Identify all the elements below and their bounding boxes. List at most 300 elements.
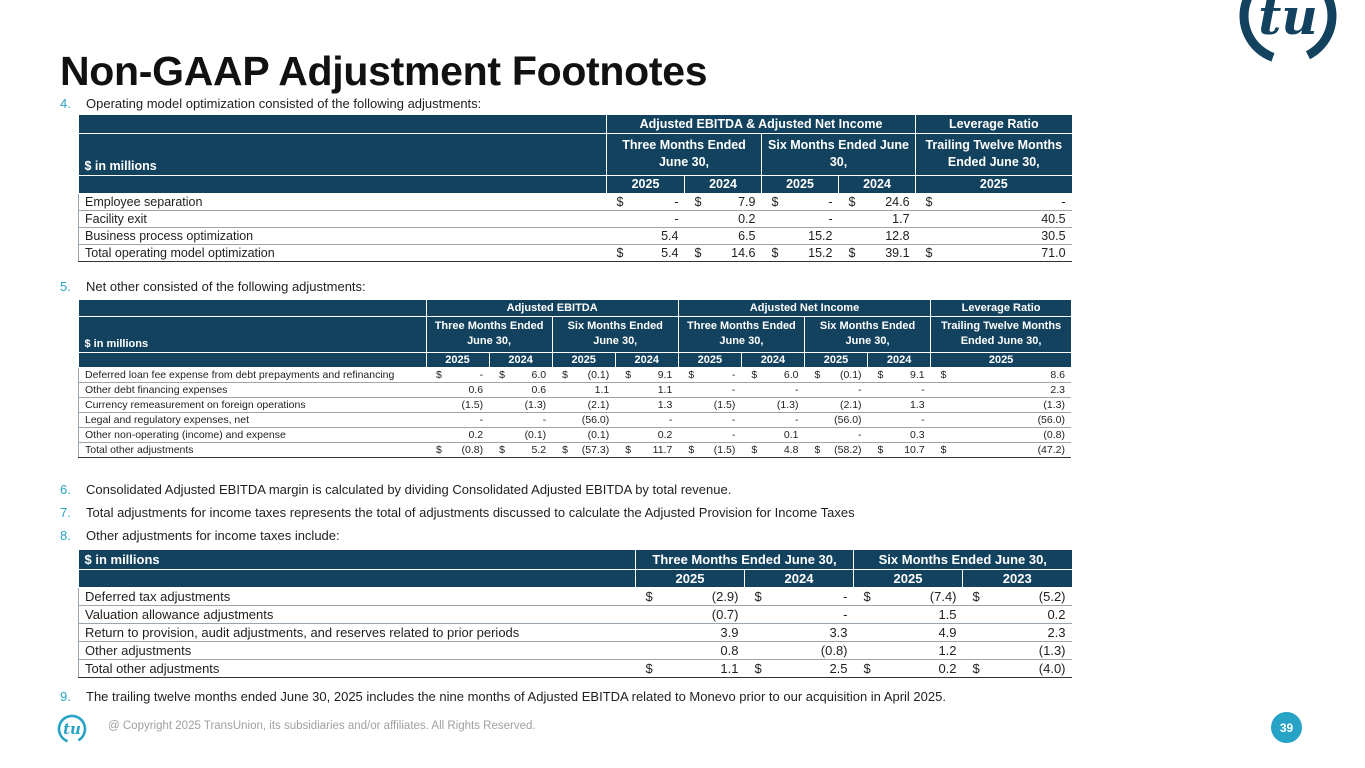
value: (1.3) [776,398,799,411]
currency-symbol [432,414,436,426]
value: (0.1) [839,368,862,381]
currency-symbol [922,212,926,226]
value: (2.1) [839,398,862,411]
currency-symbol: $ [562,443,568,456]
value: 5.4 [661,228,679,243]
value-cell [426,412,489,427]
table-row [79,367,1072,382]
value: 2.3 [1047,624,1066,640]
currency-symbol: $ [972,588,980,604]
value-cell [685,227,762,244]
group-header: Adjusted Net Income [678,300,930,316]
currency-symbol: $ [814,368,821,381]
currency-symbol [684,399,688,411]
value: 5.2 [531,443,547,456]
value-wrapper [621,414,672,426]
row-label: Total operating model optimization [79,244,607,261]
value: - [731,413,736,426]
value-wrapper [684,384,735,396]
value-cell [607,244,685,261]
row-label: Deferred loan fee expense from debt prepayments and refinancing [79,367,427,382]
value-wrapper [768,195,833,209]
value: 0.2 [738,211,756,226]
value-cell [931,427,1071,442]
value-wrapper [874,384,925,396]
value: - [479,368,484,381]
value-cell [489,427,552,442]
currency-symbol [768,229,772,243]
currency-symbol: $ [436,443,442,456]
value-wrapper [432,369,483,381]
value-wrapper [621,384,672,396]
value-cell [741,442,804,457]
footnote-number: 4. [60,96,71,111]
table-row [79,193,1072,210]
value-wrapper [432,384,483,396]
value-cell [804,367,867,382]
value-wrapper [922,212,1066,226]
row-label: Legal and regulatory expenses, net [79,412,427,427]
value-cell [839,210,916,227]
value: 2.3 [1050,383,1065,396]
table-row [79,659,1072,677]
value-cell [931,367,1071,382]
currency-symbol [558,429,562,441]
currency-symbol [810,429,814,441]
value-cell [762,227,839,244]
currency-symbol [684,429,688,441]
currency-symbol [642,625,646,640]
value-wrapper [747,414,798,426]
row-label: Deferred tax adjustments [79,587,636,605]
currency-symbol [845,229,849,243]
value-wrapper [751,661,848,676]
value-wrapper [495,399,546,411]
value-wrapper [621,399,672,411]
year-header: 2025 [916,175,1072,193]
currency-symbol [613,229,617,243]
value-cell [804,442,867,457]
value-cell [745,587,854,605]
value: (2.1) [587,398,610,411]
currency-symbol: $ [694,194,702,209]
value: 0.6 [468,383,484,396]
value: (0.7) [711,606,739,622]
footnote-5 [60,279,366,294]
value-wrapper [558,399,609,411]
currency-symbol [937,414,941,426]
value: (0.1) [587,428,610,441]
table-row [79,210,1072,227]
copyright-footer: @ Copyright 2025 TransUnion, its subsidiaries and/or affiliates. All Rights Reserved. [108,720,536,732]
group-header: Adjusted EBITDA [426,300,678,316]
units-label: $ in millions [79,550,636,569]
value-cell [854,659,963,677]
currency-symbol: $ [645,660,653,676]
value-cell [607,227,685,244]
year-header: 2024 [489,352,552,367]
table-row [79,244,1072,261]
value: (56.0) [581,413,610,426]
currency-symbol [684,384,688,396]
value-wrapper [684,369,735,381]
value-wrapper [621,429,672,441]
value-wrapper [558,429,609,441]
value-cell [916,210,1072,227]
value-cell [426,382,489,397]
year-header: 2023 [963,569,1072,587]
year-header: 2025 [762,175,839,193]
value-cell [963,659,1072,677]
value-cell [931,442,1071,457]
currency-symbol [969,625,973,640]
currency-symbol: $ [972,660,980,676]
currency-symbol [621,399,625,411]
value-wrapper [810,399,861,411]
value-wrapper [613,229,679,243]
value: 24.6 [885,194,910,209]
value-wrapper [845,229,910,243]
value: (7.4) [929,588,957,604]
value-cell [552,382,615,397]
column-header: Three Months Ended June 30, [607,133,762,175]
currency-symbol [874,399,878,411]
value: - [668,413,673,426]
value-cell [804,412,867,427]
value: (56.0) [1037,413,1065,426]
row-label: Other adjustments [79,641,636,659]
value: 0.8 [720,642,739,658]
value-wrapper [691,195,756,209]
currency-symbol [691,212,695,226]
income-tax-adjustments-table [78,550,1072,678]
value: 10.7 [904,443,925,456]
value-cell [868,367,931,382]
value-wrapper [621,369,672,381]
value-wrapper [747,399,798,411]
value-cell [916,244,1072,261]
value-wrapper [691,229,756,243]
value: 1.5 [938,606,957,622]
row-label: Other non-operating (income) and expense [79,427,427,442]
value-wrapper [642,589,739,604]
footnote-text: The trailing twelve months ended June 30, 2025 includes the nine months of Adjusted EBITDA related to Monevo prior to our acquisition in April 2025. [86,689,946,704]
currency-symbol [937,399,941,411]
year-header: 2025 [636,569,745,587]
value-cell [745,659,854,677]
year-header: 2024 [741,352,804,367]
currency-symbol [969,607,973,622]
value: - [858,383,862,396]
value: 4.9 [938,624,957,640]
value-cell [931,397,1071,412]
currency-symbol [810,399,814,411]
value-cell [931,382,1071,397]
value: - [921,383,925,396]
value-wrapper [810,369,861,381]
table-row [79,605,1072,623]
value-wrapper [874,414,925,426]
value-wrapper [432,414,483,426]
currency-symbol [810,414,814,426]
currency-symbol [495,429,499,441]
value: - [828,211,833,226]
value-wrapper [860,643,957,658]
value-cell [854,641,963,659]
currency-symbol: $ [863,588,871,604]
value-wrapper [558,414,609,426]
currency-symbol: $ [562,368,568,381]
value-cell [552,397,615,412]
currency-symbol [937,384,941,396]
value-cell [607,210,685,227]
year-header: 2024 [685,175,762,193]
value-cell [552,412,615,427]
value: - [794,413,799,426]
value-wrapper [495,414,546,426]
currency-symbol [860,625,864,640]
page-number-badge: 39 [1271,712,1302,743]
value-cell [741,427,804,442]
currency-symbol: $ [499,368,505,381]
value-wrapper [768,212,833,226]
value-cell [489,367,552,382]
value-wrapper [969,589,1066,604]
value: 12.8 [885,228,910,243]
value-wrapper [642,643,739,658]
value-cell [916,227,1072,244]
value-wrapper [642,661,739,676]
value: - [674,194,679,209]
currency-symbol [922,229,926,243]
currency-symbol [495,384,499,396]
transunion-small-logo-icon [56,713,88,745]
value: 9.1 [657,368,673,381]
value-cell [741,412,804,427]
value-cell [868,397,931,412]
currency-symbol [642,643,646,658]
value-wrapper [751,589,848,604]
value: 1.1 [657,383,673,396]
currency-symbol [874,384,878,396]
value: (1.5) [713,398,736,411]
value: 1.1 [720,660,739,676]
value: 0.6 [531,383,547,396]
value-cell [636,641,745,659]
group-header: Adjusted EBITDA & Adjusted Net Income [607,115,916,133]
currency-symbol [860,607,864,622]
footnote-text: Other adjustments for income taxes include: [86,528,340,543]
year-header: 2024 [839,175,916,193]
value: - [843,606,848,622]
value: (0.1) [524,428,547,441]
value: (1.5) [713,443,736,456]
value: 0.2 [468,428,484,441]
value: - [731,368,736,381]
units-label: $ in millions [79,133,607,175]
value-cell [489,442,552,457]
value: 1.1 [594,383,610,396]
value-cell [868,442,931,457]
value-wrapper [684,414,735,426]
currency-symbol [684,414,688,426]
value-wrapper [845,212,910,226]
value: 71.0 [1041,245,1066,260]
currency-symbol: $ [499,443,505,456]
value: 0.3 [910,428,925,441]
currency-symbol [969,643,973,658]
currency-symbol: $ [814,443,821,456]
svg-text:tu: tu [63,720,81,738]
footnote-number: 7. [60,505,71,520]
value: - [858,428,862,441]
year-header: 2024 [745,569,854,587]
value-wrapper [922,195,1066,209]
value-wrapper [860,589,957,604]
row-label: Facility exit [79,210,607,227]
year-header: 2025 [678,352,741,367]
footnote-number: 9. [60,689,71,704]
value: (4.0) [1038,660,1066,676]
value: 2.5 [829,660,848,676]
value: - [674,211,679,226]
value-wrapper [558,444,609,456]
value-wrapper [642,625,739,640]
value-cell [804,397,867,412]
value: 0.2 [1047,606,1066,622]
currency-symbol: $ [754,588,762,604]
value: - [1061,194,1066,209]
table-row [79,227,1072,244]
row-label: Other debt financing expenses [79,382,427,397]
column-header: Six Months Ended June 30, [854,550,1072,569]
value: - [794,383,799,396]
column-header: Three Months Ended June 30, [678,316,804,352]
value: 1.3 [910,398,925,411]
value-cell [636,623,745,641]
value-wrapper [747,444,798,456]
currency-symbol [558,384,562,396]
value-cell [426,367,489,382]
transunion-logo-icon [1236,0,1340,74]
footnote-text: Operating model optimization consisted of the following adjustments: [86,96,482,111]
page-title: Non-GAAP Adjustment Footnotes [60,48,708,94]
value-wrapper [937,369,1065,381]
value-wrapper [937,384,1065,396]
value-cell [685,193,762,210]
currency-symbol [874,429,878,441]
value-cell [804,427,867,442]
footnote-number: 8. [60,528,71,543]
value: 9.1 [910,368,925,381]
year-header: 2025 [804,352,867,367]
net-other-table [78,300,1071,458]
table-row [79,442,1072,457]
value: - [542,413,547,426]
value: - [828,194,833,209]
value-cell [615,367,678,382]
currency-symbol [747,384,751,396]
currency-symbol [691,229,695,243]
value-cell [963,605,1072,623]
value-cell [426,442,489,457]
value-cell [963,623,1072,641]
currency-symbol: $ [754,660,762,676]
value-cell [839,244,916,261]
value-wrapper [810,414,861,426]
currency-symbol: $ [925,245,933,260]
value-wrapper [621,444,672,456]
value-wrapper [969,643,1066,658]
value: 1.3 [657,398,673,411]
currency-symbol [845,212,849,226]
currency-symbol: $ [877,443,884,456]
value: 11.7 [652,443,673,456]
value-wrapper [558,369,609,381]
currency-symbol [558,399,562,411]
value: 0.1 [783,428,799,441]
value: (5.2) [1038,588,1066,604]
currency-symbol: $ [436,368,442,381]
currency-symbol [747,399,751,411]
currency-symbol [495,414,499,426]
row-label: Return to provision, audit adjustments, and reserves related to prior periods [79,623,636,641]
value: (1.3) [1038,642,1066,658]
footnote-6 [60,482,731,497]
value: (0.8) [461,443,484,456]
footnote-4 [60,96,481,111]
currency-symbol [810,384,814,396]
value-cell [839,227,916,244]
value-wrapper [845,195,910,209]
value-cell [678,427,741,442]
currency-symbol [642,607,646,622]
value-cell [685,244,762,261]
currency-symbol: $ [771,245,779,260]
value-cell [745,605,854,623]
footnote-text: Net other consisted of the following adjustments: [86,279,366,294]
value-wrapper [747,384,798,396]
value-wrapper [969,661,1066,676]
value-cell [762,193,839,210]
value-cell [741,367,804,382]
value-wrapper [768,229,833,243]
table-row [79,427,1072,442]
value: 7.9 [738,194,756,209]
value-cell [839,193,916,210]
value: - [843,588,848,604]
value-cell [916,193,1072,210]
currency-symbol: $ [751,443,758,456]
value-cell [868,412,931,427]
value-cell [762,210,839,227]
currency-symbol [432,429,436,441]
value: 5.4 [661,245,679,260]
currency-symbol: $ [625,368,632,381]
value-cell [678,397,741,412]
column-header: Trailing Twelve Months Ended June 30, [916,133,1072,175]
value-cell [615,427,678,442]
value: 0.2 [938,660,957,676]
value-wrapper [874,429,925,441]
value: 14.6 [731,245,756,260]
value-cell [678,442,741,457]
value-wrapper [810,429,861,441]
value-wrapper [684,444,735,456]
currency-symbol [432,384,436,396]
value-cell [552,427,615,442]
value-cell [868,427,931,442]
